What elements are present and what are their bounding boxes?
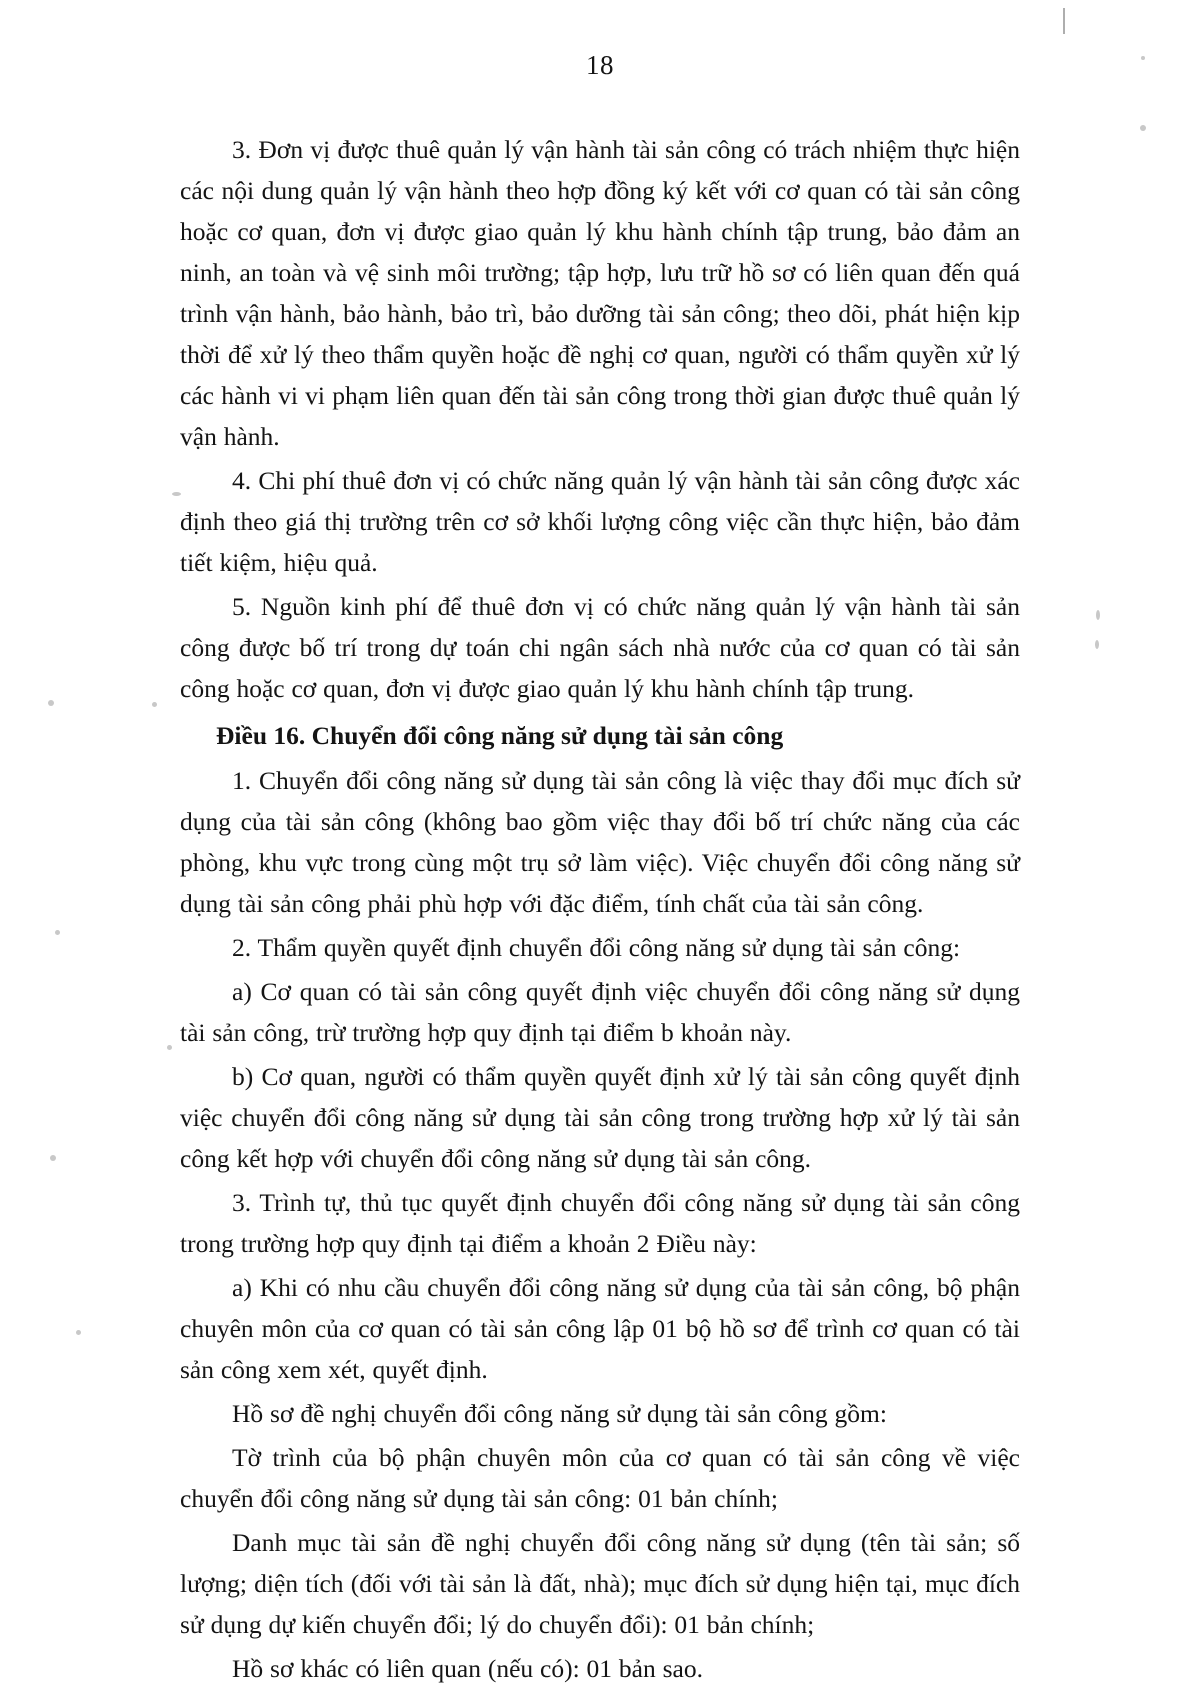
scan-speck xyxy=(167,1045,172,1050)
paragraph: Danh mục tài sản đề nghị chuyển đổi công năng sử dụng (tên tài sản; số lượng; diện tích (đối với tài sản là đất, nhà); mục đích sử dụng hiện tại, mục đích sử dụng dự kiến chuyển đổi; lý do chuyển đổi): 01 bản chính; xyxy=(180,1528,1020,1639)
paragraph: a) Khi có nhu cầu chuyển đổi công năng sử dụng của tài sản công, bộ phận chuyên môn của cơ quan có tài sản công lập 01 bộ hồ sơ để trình cơ quan có tài sản công xem xét, quyết định. xyxy=(180,1273,1020,1384)
paragraph: Hồ sơ khác có liên quan (nếu có): 01 bản sao. xyxy=(232,1654,703,1683)
scan-speck xyxy=(172,492,181,496)
scan-speck xyxy=(55,930,60,935)
paragraph: 4. Chi phí thuê đơn vị có chức năng quản lý vận hành tài sản công được xác định theo giá thị trường trên cơ sở khối lượng công việc cần thực hiện, bảo đảm tiết kiệm, hiệu quả. xyxy=(180,466,1020,577)
document-body xyxy=(180,81,1020,1689)
paragraph: 3. Trình tự, thủ tục quyết định chuyển đổi công năng sử dụng tài sản công trong trường hợp quy định tại điểm a khoản 2 Điều này: xyxy=(180,1188,1020,1258)
paragraph: 5. Nguồn kinh phí để thuê đơn vị có chức năng quản lý vận hành tài sản công được bố trí trong dự toán chi ngân sách nhà nước của cơ quan có tài sản công hoặc cơ quan, đơn vị được giao quản lý khu hành chính tập trung. xyxy=(180,592,1020,703)
paragraph: b) Cơ quan, người có thẩm quyền quyết định xử lý tài sản công quyết định việc chuyển đổi công năng sử dụng tài sản công trong trường hợp xử lý tài sản công kết hợp với chuyển đổi công năng sử dụng tài sản công. xyxy=(180,1062,1020,1173)
page-number: 18 xyxy=(586,50,614,80)
paragraph: Hồ sơ đề nghị chuyển đổi công năng sử dụng tài sản công gồm: xyxy=(232,1399,887,1428)
scan-speck xyxy=(1095,640,1099,649)
paragraph: 2. Thẩm quyền quyết định chuyển đổi công năng sử dụng tài sản công: xyxy=(232,933,961,962)
scan-speck xyxy=(1096,610,1100,620)
paragraph: Tờ trình của bộ phận chuyên môn của cơ quan có tài sản công về việc chuyển đổi công năng sử dụng tài sản công: 01 bản chính; xyxy=(180,1443,1020,1513)
section-heading: Điều 16. Chuyển đổi công năng sử dụng tài sản công xyxy=(216,721,784,750)
scan-speck xyxy=(50,1155,56,1161)
scan-mark xyxy=(1063,8,1065,34)
scan-speck xyxy=(1141,56,1145,60)
scan-speck xyxy=(76,1330,81,1335)
scan-speck xyxy=(48,700,54,706)
paragraph: 3. Đơn vị được thuê quản lý vận hành tài sản công có trách nhiệm thực hiện các nội dung quản lý vận hành theo hợp đồng ký kết với cơ quan có tài sản công hoặc cơ quan, đơn vị được giao quản lý khu hành chính tập trung, bảo đảm an ninh, an toàn và vệ sinh môi trường; tập hợp, lưu trữ hồ sơ có liên quan đến quá trình vận hành, bảo hành, bảo trì, bảo dưỡng tài sản công; theo dõi, phát hiện kịp thời để xử lý theo thẩm quyền hoặc đề nghị cơ quan, người có thẩm quyền xử lý các hành vi vi phạm liên quan đến tài sản công trong thời gian được thuê quản lý vận hành. xyxy=(180,135,1020,451)
scan-speck xyxy=(152,702,157,707)
scan-speck xyxy=(1140,125,1146,131)
paragraph: a) Cơ quan có tài sản công quyết định việc chuyển đổi công năng sử dụng tài sản công, trừ trường hợp quy định tại điểm b khoản này. xyxy=(180,977,1020,1047)
paragraph: 1. Chuyển đổi công năng sử dụng tài sản công là việc thay đổi mục đích sử dụng của tài sản công (không bao gồm việc thay đổi bố trí chức năng của các phòng, khu vực trong cùng một trụ sở làm việc). Việc chuyển đổi công năng sử dụng tài sản công phải phù hợp với đặc điểm, tính chất của tài sản công. xyxy=(180,766,1020,918)
